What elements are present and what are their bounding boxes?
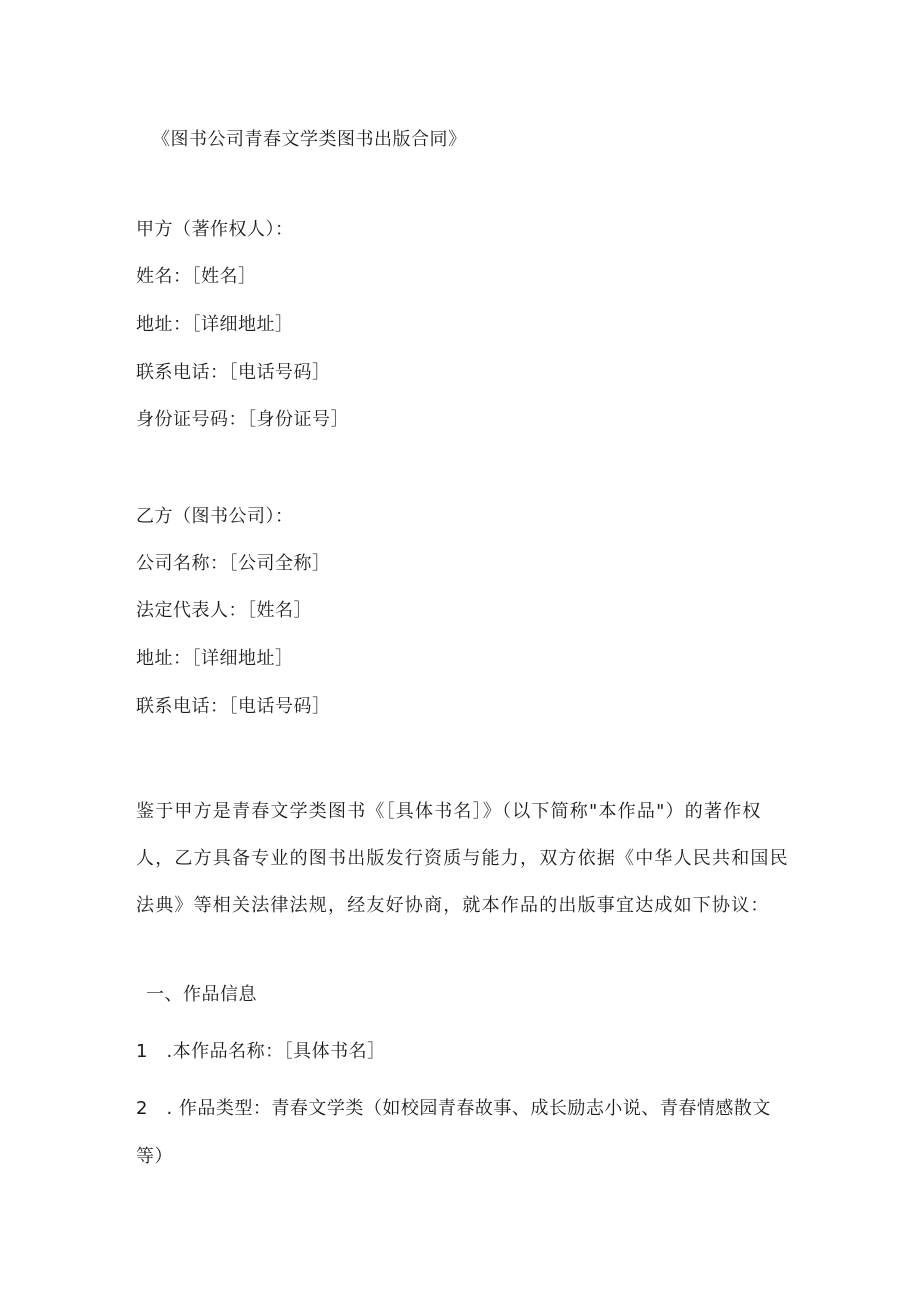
party-b-company: 公司名称：［公司全称］ xyxy=(136,553,331,574)
section-1-heading: 一、作品信息 xyxy=(146,984,257,1005)
party-b-phone: 联系电话：［电话号码］ xyxy=(136,696,331,717)
party-b-address: 地址：［详细地址］ xyxy=(136,648,294,669)
preamble-line: 法典》等相关法律法规，经友好协商，就本作品的出版事宜达成如下协议： xyxy=(136,895,770,916)
section-1-item-1: 1 .本作品名称：［具体书名］ xyxy=(136,1041,386,1062)
preamble-paragraph xyxy=(136,788,789,929)
preamble-line: 人，乙方具备专业的图书出版发行资质与能力，双方依据《中华人民共和国民 xyxy=(136,848,789,869)
preamble-line: 鉴于甲方是青春文学类图书《［具体书名］》（以下简称"本作品"）的著作权 xyxy=(136,801,762,822)
party-b-legal-rep: 法定代表人：［姓名］ xyxy=(136,600,312,621)
party-a-heading: 甲方（著作权人）： xyxy=(136,219,294,240)
party-a-id-number: 身份证号码：［身份证号］ xyxy=(136,409,349,430)
party-a-phone: 联系电话：［电话号码］ xyxy=(136,362,331,383)
party-a-name: 姓名：［姓名］ xyxy=(136,266,257,287)
section-1-item-2-cont: 等） xyxy=(136,1146,173,1167)
section-1-item-2: 2 . 作品类型：青春文学类（如校园青春故事、成长励志小说、青春情感散文 xyxy=(136,1098,771,1119)
party-a-address: 地址：［详细地址］ xyxy=(136,314,294,335)
party-b-heading: 乙方（图书公司）： xyxy=(136,506,294,527)
contract-title: 《图书公司青春文学类图书出版合同》 xyxy=(152,129,467,150)
